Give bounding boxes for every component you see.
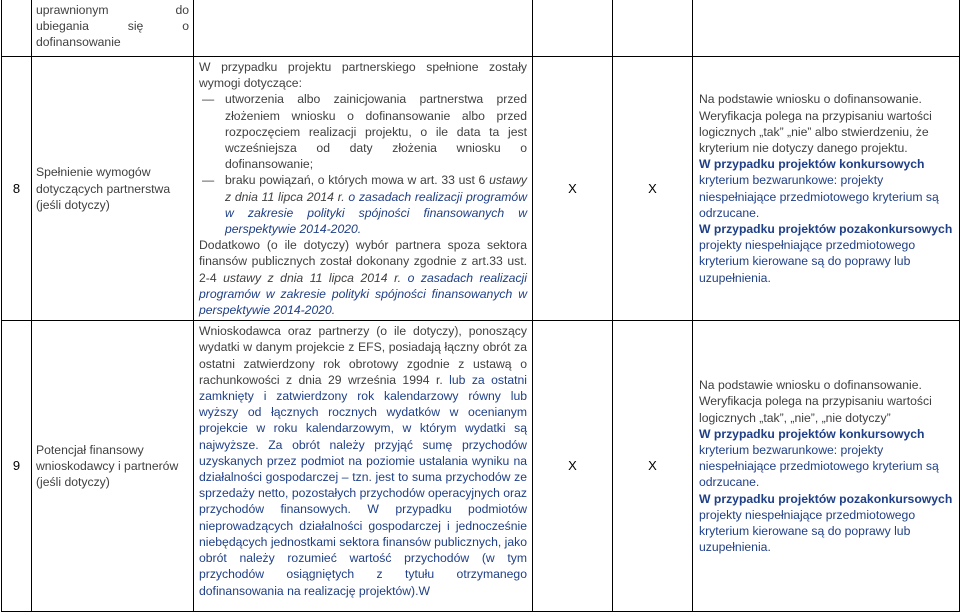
criterion-description xyxy=(194,57,533,321)
name-line xyxy=(36,2,189,18)
note-verification: Weryfikacja polega na przypisaniu wartości logicznych „tak” „nie” albo stwierdzeniu, że kryterium nie dotyczy danego projektu. xyxy=(699,108,932,156)
note-noncompetitive xyxy=(699,221,953,286)
criterion-name: Spełnienie wymogów dotyczących partnerstwa (jeśli dotyczy) xyxy=(32,57,194,321)
criterion-description xyxy=(194,321,533,612)
text-italic: ustawy z dnia 11 lipca 2014 r. xyxy=(225,173,527,204)
criterion-note xyxy=(693,321,960,612)
name-word: uprawnionym xyxy=(36,3,109,17)
name-line xyxy=(36,18,189,34)
description-text xyxy=(199,323,527,598)
criterion-name: Potencjał finansowy wnioskodawcy i partnerów (jeśli dotyczy) xyxy=(32,321,194,612)
text-italic: ustawy z dnia 11 lipca 2014 r. xyxy=(223,270,402,285)
note-text: kryterium bezwarunkowe: projekty niespełniające przedmiotowego kryterium są odrzucane. xyxy=(699,173,939,220)
name-word: do xyxy=(175,3,189,17)
criterion-description-cell xyxy=(194,0,533,57)
x-mark: X xyxy=(613,57,693,321)
x-cell-1 xyxy=(533,0,613,57)
text-plain: Wnioskodawca oraz partnerzy (o ile dotyczy), ponoszący wydatki w danym projekcie z EFS, posiadają łączny obrót za ostatni zatwierdzony rok obrotowy zgodnie z ustawą o rachunkowości z dnia 29 września 1994 r. xyxy=(199,324,527,387)
note-bold: W przypadku projektów konkursowych xyxy=(699,426,925,441)
description-extra xyxy=(199,237,527,318)
text-italic-blue: o zasadach realizacji programów w zakresie polityki spójności finansowanych w perspektywie 2014-2020. xyxy=(225,189,527,237)
x-mark: X xyxy=(533,57,613,321)
note-text: kryterium bezwarunkowe: projekty niespełniające przedmiotowego kryterium są odrzucane. xyxy=(699,442,939,490)
name-line: dofinansowanie xyxy=(36,35,121,50)
note-competitive xyxy=(699,156,953,221)
table-row-8 xyxy=(2,57,960,321)
name-word: ubiegania xyxy=(36,19,89,34)
text-italic-blue: o zasadach realizacji programów w zakresie polityki spójności finansowanych w perspektywie 2014-2020. xyxy=(199,270,527,318)
table-row-continued xyxy=(2,0,960,57)
text-blue: Za obrót należy przyjąć sumę przychodów uzyskanych przez podmiot na poziomie ustalania wyniku na działalności gospodarczej – tzn. jest to suma przychodów ze sprzedaży netto, pozostałych przychodów operacyjnych oraz przychodów finansowych. W przypadku podmiotów nieprowadzących działalności gospodarczej i jednocześnie niebędących jednostkami sektora finansów publicznych, jako obrót należy rozumieć wartość przychodów (w tym przychodów osiągniętych z tytułu otrzymanego dofinansowania na realizację projektów).W xyxy=(199,437,527,598)
x-mark: X xyxy=(533,321,613,612)
text-plain: Dodatkowo (o ile dotyczy) wybór partnera spoza sektora finansów publicznych został dokonany zgodnie z art.33 ust. 2-4 xyxy=(199,238,527,285)
name-word: o xyxy=(182,19,189,34)
list-item xyxy=(199,172,527,237)
note-source: Na podstawie wniosku o dofinansowanie. xyxy=(699,378,922,393)
x-mark: X xyxy=(613,321,693,612)
note-bold: W przypadku projektów pozakonkursowych xyxy=(699,222,953,237)
note-text: projekty niespełniające przedmiotowego kryterium kierowane są do poprawy lub uzupełnienia. xyxy=(699,507,916,555)
x-cell-2 xyxy=(613,0,693,57)
note-verification: Weryfikacja polega na przypisaniu wartości logicznych „tak”, „nie”, „nie dotyczy” xyxy=(699,394,932,425)
note-text: projekty niespełniające przedmiotowego kryterium kierowane są do poprawy lub uzupełnienia. xyxy=(699,238,916,285)
criterion-name-cell xyxy=(32,0,194,57)
note-source: Na podstawie wniosku o dofinansowanie. xyxy=(699,92,922,107)
name-word: się xyxy=(127,19,144,34)
note-bold: W przypadku projektów konkursowych xyxy=(699,157,925,172)
requirements-list xyxy=(199,91,527,237)
description-intro: W przypadku projektu partnerskiego spełnione zostały wymogi dotyczące: xyxy=(199,60,527,91)
text-plain: braku powiązań, o których mowa w art. 33 ust 6 xyxy=(225,173,490,188)
note-competitive xyxy=(699,426,953,491)
text-blue: lub za ostatni zamknięty i zatwierdzony rok kalendarzowy równy lub wyższy od łącznych rocznych wydatków w ocenianym projekcie w roku kalendarzowym, w którym wydatki są najwyższe. xyxy=(199,372,528,452)
criteria-table xyxy=(1,0,960,612)
row-number: 8 xyxy=(2,57,32,321)
note-bold: W przypadku projektów pozakonkursowych xyxy=(699,491,953,506)
list-item: — utworzenia albo zainicjowania partnerstwa przed złożeniem wniosku o dofinansowanie albo przed rozpoczęciem realizacji projektu, o ile data ta jest wcześniejsza od daty złożenia wniosku o dofinansowanie; xyxy=(199,91,527,172)
row-number: 9 xyxy=(2,321,32,612)
note-noncompetitive xyxy=(699,491,953,556)
criterion-note xyxy=(693,57,960,321)
criterion-note-cell xyxy=(693,0,960,57)
row-number-cell xyxy=(2,0,32,57)
table-row-9 xyxy=(2,321,960,612)
